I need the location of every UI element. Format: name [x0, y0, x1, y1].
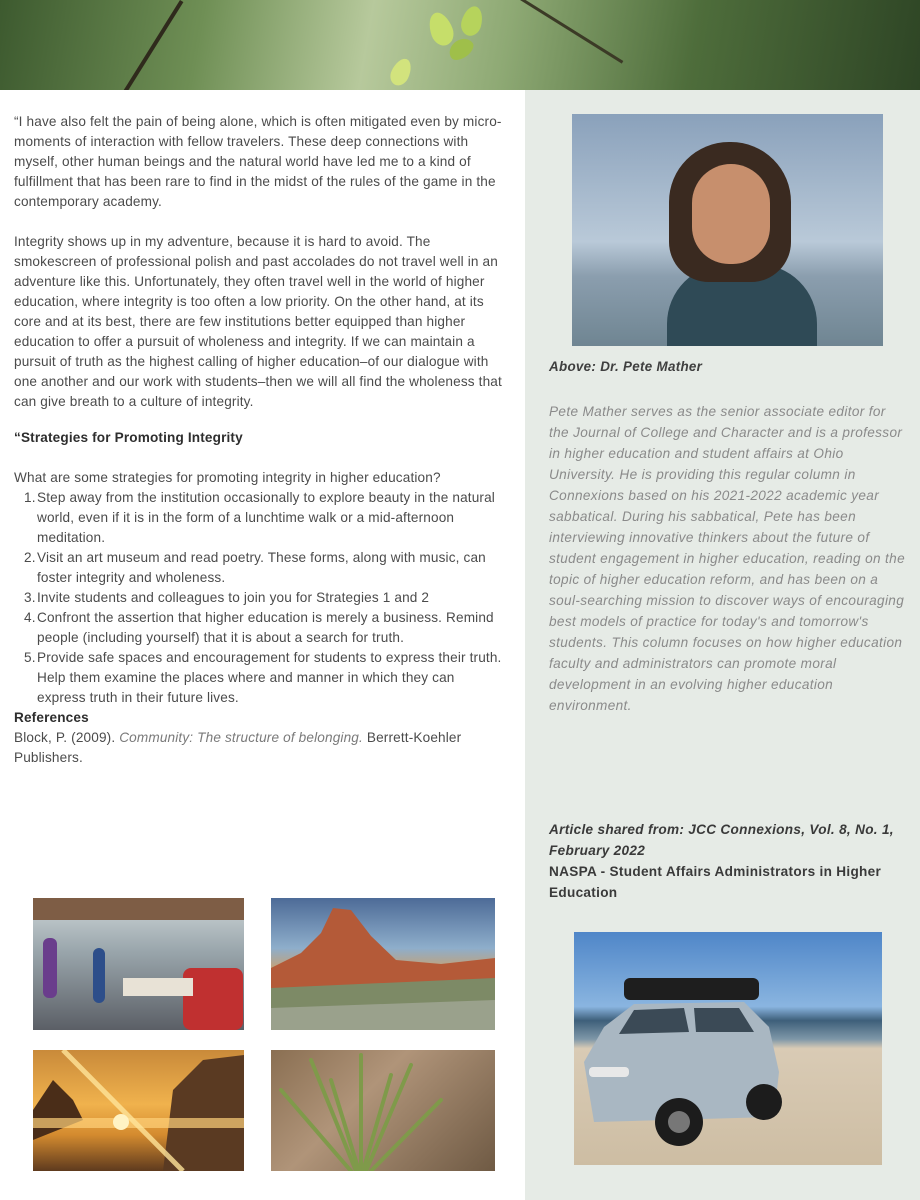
references-heading: References	[14, 710, 89, 725]
list-item: 3. Invite students and colleagues to join you for Strategies 1 and 2	[24, 590, 430, 605]
paragraph: “I have also felt the pain of being alone, which is often mitigated even by micro-moments of interaction with fellow travelers. These deep connections with myself, other human beings and the natural world have led me to a kind of fulfillment that has been rare to find in the midst of the rules of the game in the contemporary academy.	[14, 114, 502, 209]
section-heading: “Strategies for Promoting Integrity	[14, 430, 243, 445]
list-item: 4. Confront the assertion that higher education is merely a business. Remind people (including yourself) that it is about a search for truth.	[24, 610, 494, 645]
paragraph: What are some strategies for promoting integrity in higher education?	[14, 470, 441, 485]
paragraph: Integrity shows up in my adventure, because it is hard to avoid. The smokescreen of professional polish and past accolades do not travel well in an adventure like this. Unfortunately, they often travel well in the world of higher education, where integrity is too often a low priority. On the other hand, at its core and at its best, there are few institutions better equipped than higher education to offer a pursuit of wholeness and integrity. If we can maintain a pursuit of truth as the highest calling of higher education–of our dialogue with one another and our work with students–then we will all find the wholeness that can give breath to a culture of integrity.	[14, 234, 502, 409]
mountain-photo	[271, 898, 495, 1030]
header-banner-image	[0, 0, 920, 90]
sunset-photo	[33, 1050, 244, 1171]
car-on-beach-photo	[574, 932, 882, 1165]
author-portrait-photo	[572, 114, 883, 346]
article-body	[14, 112, 504, 768]
list-item: 1. Step away from the institution occasionally to explore beauty in the natural world, even if it is in the form of a lunchtime walk or a mid-afternoon meditation.	[24, 490, 495, 545]
list-item: 2. Visit an art museum and read poetry. These forms, along with music, can foster integrity and wholeness.	[24, 550, 486, 585]
author-bio: Pete Mather serves as the senior associate editor for the Journal of College and Character and is a professor in higher education and student affairs at Ohio University. He is providing this regular column in Connexions based on his 2021-2022 academic year sabbatical. During his sabbatical, Pete has been interviewing innovative thinkers about the future of student engagement in higher education, reading on the topic of higher education reform, and has been on a soul-searching mission to discover ways of encouraging best models of practice for today's and tomorrow's students. This column focuses on how higher education faculty and administrators can promote moral development in an evolving higher education environment.	[549, 404, 905, 713]
agave-plant-photo	[271, 1050, 495, 1171]
volunteers-photo	[33, 898, 244, 1030]
strategies-list	[14, 488, 504, 708]
list-item: 5. Provide safe spaces and encouragement for students to express their truth. Help them examine the places where and manner in which they can express truth in their future lives.	[24, 650, 502, 705]
source-citation: Article shared from: JCC Connexions, Vol. 8, No. 1, February 2022 NASPA - Student Affairs Administrators in Higher Education	[549, 822, 894, 900]
reference-entry: Block, P. (2009). Community: The structure of belonging. Berrett-Koehler Publishers.	[14, 730, 462, 765]
photo-caption: Above: Dr. Pete Mather	[549, 359, 703, 374]
